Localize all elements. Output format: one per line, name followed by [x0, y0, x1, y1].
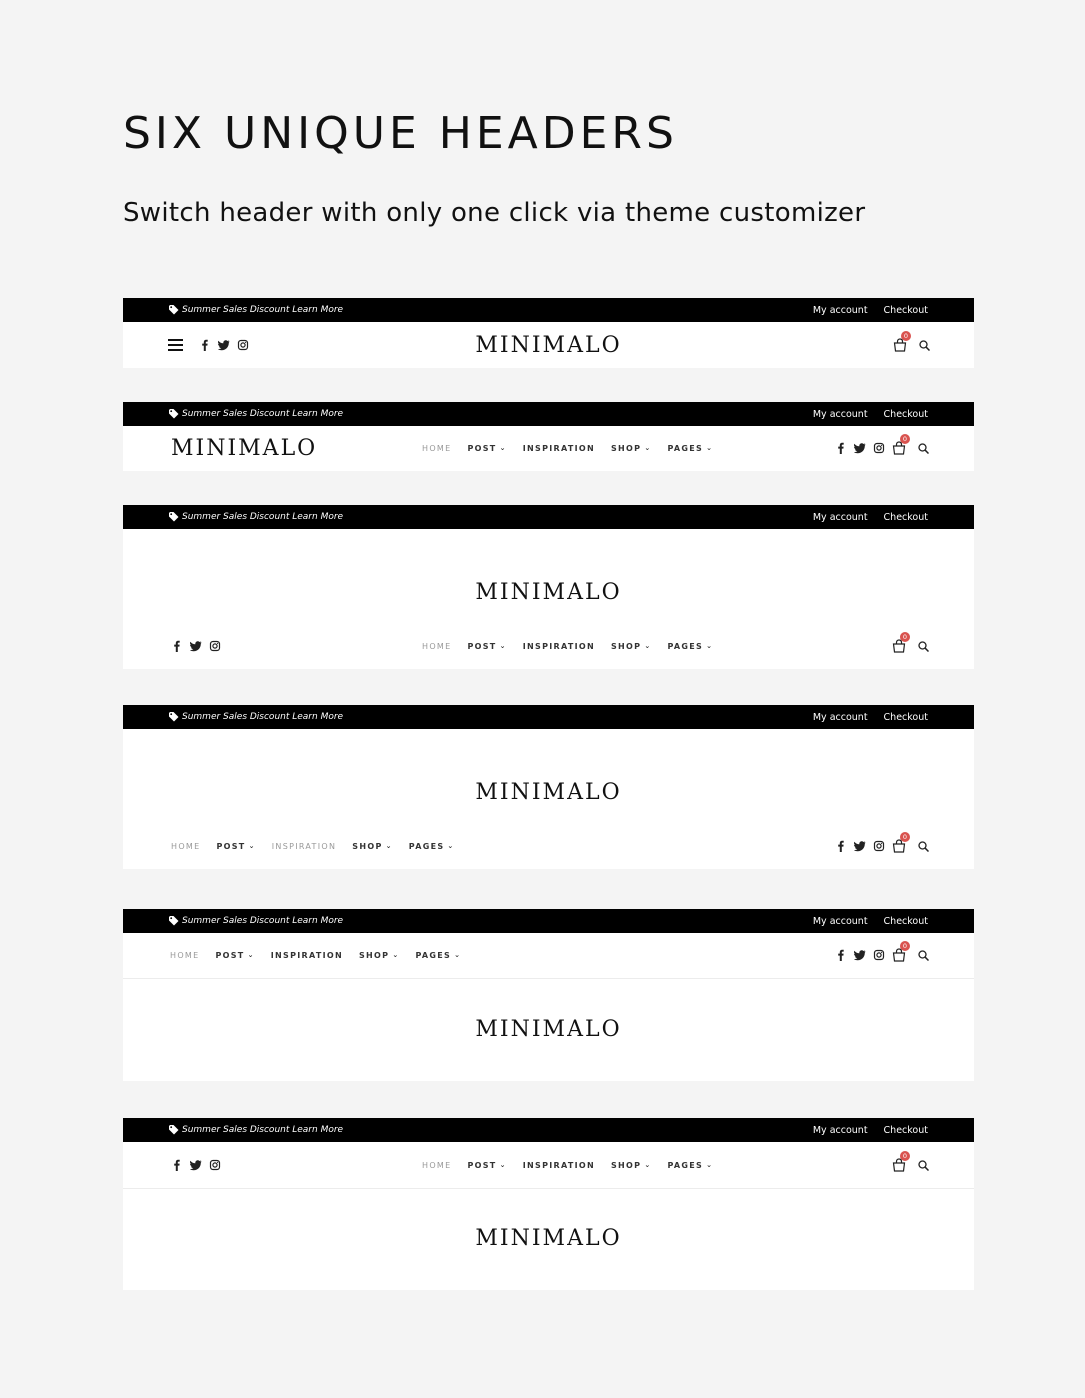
facebook-icon[interactable] — [835, 442, 847, 454]
promo-text: Summer Sales Discount Learn More — [182, 712, 344, 722]
twitter-icon[interactable] — [854, 442, 866, 454]
main-nav — [422, 638, 713, 654]
main-nav — [170, 947, 461, 963]
cart-count-badge: 0 — [900, 832, 910, 842]
page-subtitle: Switch header with only one click via theme customizer — [123, 198, 866, 228]
tag-icon — [169, 712, 179, 722]
nav-pages[interactable]: PAGES ⌄ — [667, 641, 714, 651]
promo-link[interactable] — [169, 909, 343, 933]
main-nav — [422, 1157, 713, 1173]
facebook-icon[interactable] — [835, 840, 847, 852]
header-demo-3 — [123, 505, 974, 669]
my-account-link[interactable]: My account — [812, 711, 868, 723]
facebook-icon[interactable] — [171, 1159, 183, 1171]
chevron-down-icon: ⌄ — [499, 642, 507, 650]
promo-link[interactable] — [169, 402, 343, 426]
promo-text: Summer Sales Discount Learn More — [182, 409, 344, 419]
nav-pages[interactable]: PAGES ⌄ — [415, 950, 462, 960]
header-demo-2 — [123, 402, 974, 471]
my-account-link[interactable]: My account — [812, 1124, 868, 1136]
nav-home[interactable]: HOME — [422, 1160, 452, 1170]
facebook-icon[interactable] — [835, 949, 847, 961]
nav-inspiration[interactable]: INSPIRATION — [271, 841, 337, 851]
promo-text: Summer Sales Discount Learn More — [182, 512, 344, 522]
instagram-icon[interactable] — [209, 1159, 221, 1171]
nav-home[interactable]: HOME — [170, 950, 200, 960]
main-nav — [422, 440, 713, 456]
instagram-icon[interactable] — [873, 840, 885, 852]
divider — [123, 978, 974, 979]
nav-inspiration[interactable]: INSPIRATION — [522, 443, 595, 453]
nav-shop[interactable]: SHOP ⌄ — [352, 841, 393, 851]
twitter-icon[interactable] — [854, 840, 866, 852]
topbar — [123, 402, 974, 426]
social-links — [835, 947, 885, 963]
promo-text: Summer Sales Discount Learn More — [182, 916, 344, 926]
nav-post[interactable]: POST ⌄ — [467, 1160, 507, 1170]
cart-count-badge: 0 — [900, 434, 910, 444]
promo-link[interactable] — [169, 1118, 343, 1142]
chevron-down-icon: ⌄ — [248, 842, 256, 850]
header-demo-6 — [123, 1118, 974, 1290]
topbar — [123, 705, 974, 729]
search-icon[interactable] — [918, 443, 929, 454]
cart-icon[interactable] — [892, 633, 908, 653]
my-account-link[interactable]: My account — [812, 511, 868, 523]
nav-shop[interactable]: SHOP ⌄ — [610, 1160, 652, 1170]
chevron-down-icon: ⌄ — [247, 951, 255, 959]
cart-count-badge: 0 — [901, 331, 911, 341]
nav-shop[interactable]: SHOP ⌄ — [610, 443, 652, 453]
nav-shop[interactable]: SHOP ⌄ — [358, 950, 400, 960]
chevron-down-icon: ⌄ — [499, 1161, 507, 1169]
my-account-link[interactable]: My account — [812, 915, 868, 927]
checkout-link[interactable]: Checkout — [883, 511, 928, 523]
nav-pages[interactable]: PAGES ⌄ — [667, 443, 714, 453]
nav-post[interactable]: POST ⌄ — [216, 841, 256, 851]
tag-icon — [169, 1125, 179, 1135]
cart-count-badge: 0 — [900, 632, 910, 642]
logo[interactable]: MINIMALO — [475, 1017, 622, 1042]
nav-inspiration[interactable]: INSPIRATION — [270, 950, 343, 960]
cart-icon[interactable] — [892, 435, 908, 455]
nav-pages[interactable]: PAGES ⌄ — [667, 1160, 714, 1170]
cart-icon[interactable] — [893, 332, 909, 352]
social-links — [171, 1157, 221, 1173]
search-icon[interactable] — [918, 1160, 929, 1171]
nav-home[interactable]: HOME — [422, 443, 452, 453]
tag-icon — [169, 916, 179, 926]
topbar — [123, 298, 974, 322]
nav-inspiration[interactable]: INSPIRATION — [522, 641, 595, 651]
topbar — [123, 1118, 974, 1142]
divider — [123, 1188, 974, 1189]
topbar — [123, 909, 974, 933]
instagram-icon[interactable] — [873, 949, 885, 961]
nav-home[interactable]: HOME — [171, 841, 201, 851]
twitter-icon[interactable] — [190, 640, 202, 652]
chevron-down-icon: ⌄ — [644, 1161, 652, 1169]
nav-home[interactable]: HOME — [422, 641, 452, 651]
nav-shop[interactable]: SHOP ⌄ — [610, 641, 652, 651]
checkout-link[interactable]: Checkout — [883, 304, 928, 316]
promo-link[interactable] — [169, 705, 343, 729]
chevron-down-icon: ⌄ — [644, 642, 652, 650]
tag-icon — [169, 512, 179, 522]
topbar — [123, 505, 974, 529]
search-icon[interactable] — [918, 950, 929, 961]
chevron-down-icon: ⌄ — [644, 444, 652, 452]
search-icon[interactable] — [918, 841, 929, 852]
cart-icon[interactable] — [892, 942, 908, 962]
logo[interactable]: MINIMALO — [475, 780, 622, 805]
tag-icon — [169, 305, 179, 315]
page-title: SIX UNIQUE HEADERS — [123, 108, 678, 159]
chevron-down-icon: ⌄ — [392, 951, 400, 959]
header-demo-1 — [123, 298, 974, 368]
checkout-link[interactable]: Checkout — [883, 1124, 928, 1136]
promo-text: Summer Sales Discount Learn More — [182, 1125, 344, 1135]
search-icon[interactable] — [919, 340, 930, 351]
checkout-link[interactable]: Checkout — [883, 915, 928, 927]
my-account-link[interactable]: My account — [812, 304, 868, 316]
social-links — [835, 440, 885, 456]
nav-post[interactable]: POST ⌄ — [467, 641, 507, 651]
chevron-down-icon: ⌄ — [706, 642, 714, 650]
nav-pages[interactable]: PAGES ⌄ — [408, 841, 455, 851]
checkout-link[interactable]: Checkout — [883, 408, 928, 420]
cart-count-badge: 0 — [900, 941, 910, 951]
cart-icon[interactable] — [892, 833, 908, 853]
nav-post[interactable]: POST ⌄ — [467, 443, 507, 453]
promo-link[interactable] — [169, 298, 343, 322]
search-icon[interactable] — [918, 641, 929, 652]
chevron-down-icon: ⌄ — [706, 444, 714, 452]
social-links — [835, 838, 885, 854]
twitter-icon[interactable] — [190, 1159, 202, 1171]
my-account-link[interactable]: My account — [812, 408, 868, 420]
cart-count-badge: 0 — [900, 1151, 910, 1161]
instagram-icon[interactable] — [873, 442, 885, 454]
facebook-icon[interactable] — [171, 640, 183, 652]
nav-inspiration[interactable]: INSPIRATION — [522, 1160, 595, 1170]
social-links — [171, 638, 221, 654]
logo[interactable]: MINIMALO — [171, 436, 318, 461]
logo[interactable]: MINIMALO — [475, 580, 622, 605]
chevron-down-icon: ⌄ — [499, 444, 507, 452]
checkout-link[interactable]: Checkout — [883, 711, 928, 723]
twitter-icon[interactable] — [854, 949, 866, 961]
logo[interactable]: MINIMALO — [475, 333, 622, 358]
chevron-down-icon: ⌄ — [447, 842, 455, 850]
main-nav — [171, 838, 455, 854]
cart-icon[interactable] — [892, 1152, 908, 1172]
header-demo-5 — [123, 909, 974, 1081]
promo-link[interactable] — [169, 505, 343, 529]
chevron-down-icon: ⌄ — [385, 842, 393, 850]
header-demo-4 — [123, 705, 974, 869]
chevron-down-icon: ⌄ — [706, 1161, 714, 1169]
tag-icon — [169, 409, 179, 419]
logo[interactable]: MINIMALO — [475, 1226, 622, 1251]
instagram-icon[interactable] — [209, 640, 221, 652]
promo-text: Summer Sales Discount Learn More — [182, 305, 344, 315]
nav-post[interactable]: POST ⌄ — [215, 950, 255, 960]
chevron-down-icon: ⌄ — [454, 951, 462, 959]
